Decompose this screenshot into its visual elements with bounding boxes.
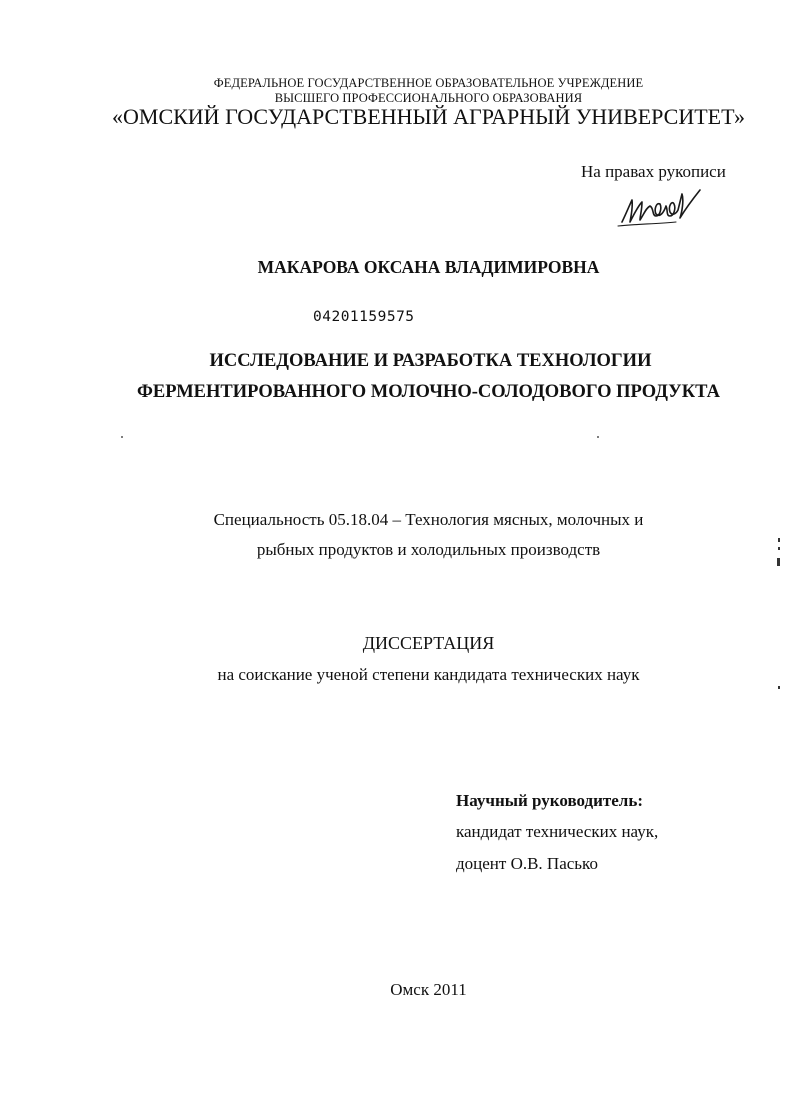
- scan-mark: [777, 558, 780, 566]
- title-line-2: ФЕРМЕНТИРОВАННОГО МОЛОЧНО-СОЛОДОВОГО ПРОДУКТА: [137, 382, 720, 402]
- registration-number: 04201159575: [313, 309, 415, 325]
- university-name: «ОМСКИЙ ГОСУДАРСТВЕННЫЙ АГРАРНЫЙ УНИВЕРСИТЕТ»: [112, 104, 745, 129]
- supervisor-heading: Научный руководитель:: [456, 791, 643, 810]
- institution-line-1: ФЕДЕРАЛЬНОЕ ГОСУДАРСТВЕННОЕ ОБРАЗОВАТЕЛЬНОЕ УЧРЕЖДЕНИЕ: [213, 76, 644, 90]
- supervisor-degree: кандидат технических наук,: [456, 822, 659, 841]
- institution-line-2: ВЫСШЕГО ПРОФЕССИОНАЛЬНОГО ОБРАЗОВАНИЯ: [274, 91, 583, 105]
- author-name: МАКАРОВА ОКСАНА ВЛАДИМИРОВНА: [257, 257, 600, 277]
- specialty-line-1: Специальность 05.18.04 – Технология мясных, молочных и: [213, 510, 644, 529]
- place-year: Омск 2011: [390, 980, 467, 999]
- supervisor-name: доцент О.В. Пасько: [456, 854, 598, 873]
- scan-speck: [597, 436, 599, 438]
- scan-mark: [778, 686, 780, 689]
- scan-mark: [778, 538, 780, 542]
- work-purpose: на соискание ученой степени кандидата технических наук: [217, 665, 640, 684]
- scan-mark: [778, 547, 780, 550]
- signature-icon: [616, 186, 706, 230]
- manuscript-note: На правах рукописи: [581, 162, 726, 181]
- scan-speck: [121, 436, 123, 438]
- work-type: ДИССЕРТАЦИЯ: [362, 633, 495, 653]
- title-line-1: ИССЛЕДОВАНИЕ И РАЗРАБОТКА ТЕХНОЛОГИИ: [209, 351, 652, 371]
- specialty-line-2: рыбных продуктов и холодильных производств: [256, 540, 601, 559]
